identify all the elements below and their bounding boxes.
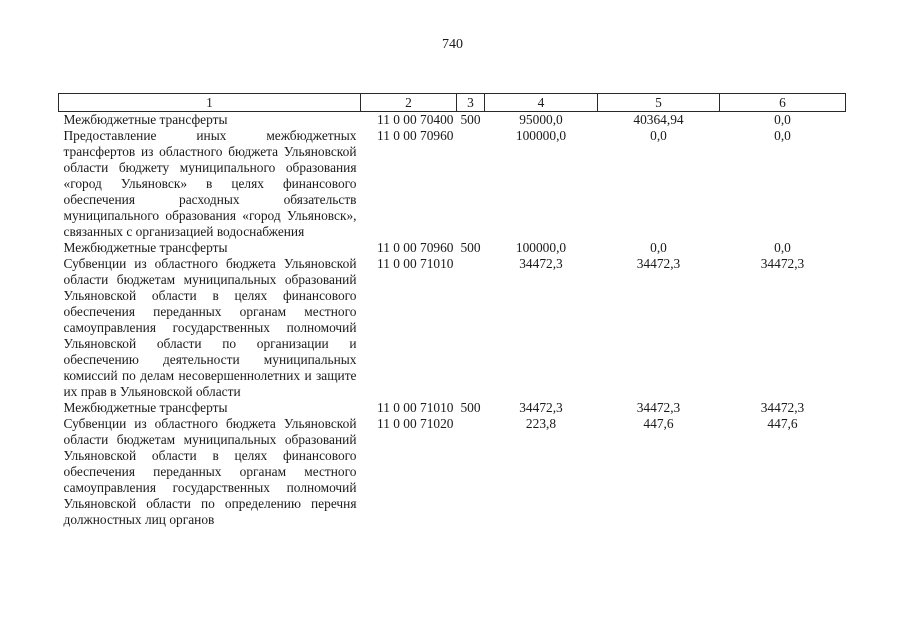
row-name: Межбюджетные трансферты bbox=[63, 112, 228, 127]
row-value-5: 34472,3 bbox=[636, 400, 681, 415]
row-value-5: 447,6 bbox=[643, 416, 674, 431]
header-col-2: 2 bbox=[361, 94, 457, 112]
row-value-4: 223,8 bbox=[525, 416, 557, 431]
row-code: 11 0 00 70960 bbox=[377, 240, 454, 255]
header-col-4: 4 bbox=[485, 94, 598, 112]
header-col-1: 1 bbox=[59, 94, 361, 112]
row-code: 11 0 00 70960 bbox=[377, 128, 454, 143]
row-value-5: 34472,3 bbox=[636, 256, 681, 271]
table-body bbox=[59, 112, 846, 529]
row-value-6: 447,6 bbox=[767, 416, 798, 431]
header-col-5: 5 bbox=[598, 94, 720, 112]
row-value-5: 0,0 bbox=[650, 128, 667, 143]
row-value-6: 0,0 bbox=[774, 112, 791, 127]
row-value-4: 95000,0 bbox=[519, 112, 563, 127]
row-vr bbox=[457, 128, 485, 240]
table-row bbox=[59, 400, 846, 416]
row-value-6: 34472,3 bbox=[760, 256, 805, 271]
row-value-4: 34472,3 bbox=[519, 256, 563, 271]
header-col-3: 3 bbox=[457, 94, 485, 112]
row-value-4: 100000,0 bbox=[515, 240, 567, 255]
table-row bbox=[59, 416, 846, 528]
row-vr bbox=[457, 416, 485, 528]
row-name: Межбюджетные трансферты bbox=[63, 240, 228, 255]
row-vr bbox=[457, 256, 485, 400]
row-code: 11 0 00 71010 bbox=[377, 256, 454, 271]
row-value-6: 0,0 bbox=[774, 128, 791, 143]
header-col-6: 6 bbox=[720, 94, 846, 112]
row-value-6: 0,0 bbox=[774, 240, 791, 255]
row-code: 11 0 00 71020 bbox=[377, 416, 454, 431]
row-code: 11 0 00 71010 bbox=[377, 400, 454, 415]
table-row bbox=[59, 112, 846, 129]
table-row bbox=[59, 240, 846, 256]
row-name: Субвенции из областного бюджета Ульяновской области бюджетам муниципальных образований Ульяновской области в целях финансового обеспечения переданных органам местного самоуправления государственных полномочий Ульяновской области по определению перечня должностных лиц органов bbox=[63, 416, 357, 527]
row-value-5: 40364,94 bbox=[633, 112, 684, 127]
row-vr: 500 bbox=[460, 240, 481, 255]
row-name: Межбюджетные трансферты bbox=[63, 400, 228, 415]
row-vr: 500 bbox=[460, 400, 481, 415]
page-number: 740 bbox=[442, 37, 463, 52]
table-row bbox=[59, 128, 846, 240]
header-row bbox=[59, 94, 846, 112]
row-vr: 500 bbox=[460, 112, 481, 127]
row-value-4: 34472,3 bbox=[519, 400, 563, 415]
row-code: 11 0 00 70400 bbox=[377, 112, 454, 127]
table-header bbox=[59, 94, 846, 112]
row-value-5: 0,0 bbox=[650, 240, 667, 255]
budget-table bbox=[58, 93, 846, 528]
row-name: Субвенции из областного бюджета Ульяновской области бюджетам муниципальных образований Ульяновской области в целях финансового обеспечения переданных органам местного самоуправления государственных полномочий Ульяновской области по организации и обеспечению деятельности муниципальных комиссий по делам несовершеннолетних и защите их прав в Ульяновской области bbox=[63, 256, 357, 399]
row-value-4: 100000,0 bbox=[515, 128, 567, 143]
table-row bbox=[59, 256, 846, 400]
row-value-6: 34472,3 bbox=[760, 400, 805, 415]
row-name: Предоставление иных межбюджетных трансфертов из областного бюджета Ульяновской области бюджету муниципального образования «город Ульяновск» в целях финансового обеспечения расходных обязательств муниципального образования «город Ульяновск», связанных с организацией водоснабжения bbox=[63, 128, 357, 239]
